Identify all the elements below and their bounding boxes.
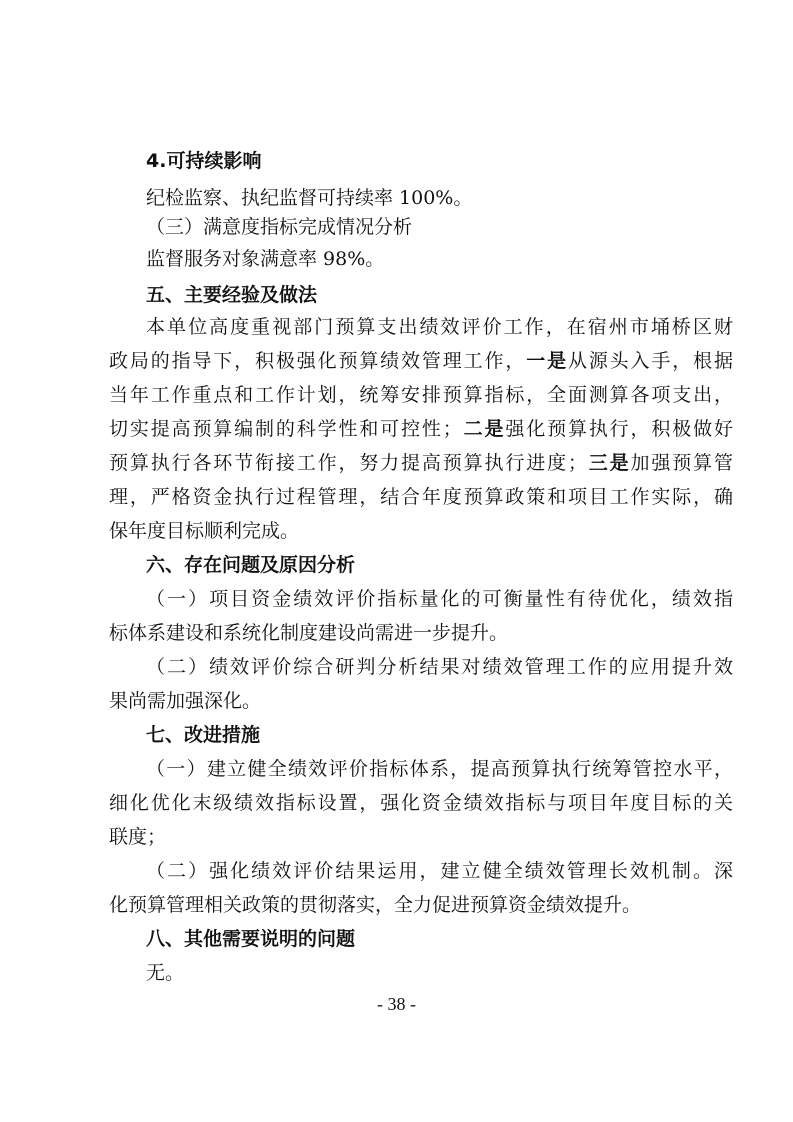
paragraph-line: 本单位高度重视部门预算支出绩效评价工作，在宿州市埇桥区财 [146, 316, 733, 338]
heading-sustainable-impact: 4.可持续影响 [146, 150, 262, 172]
heading-problems: 六、存在问题及原因分析 [146, 554, 356, 576]
paragraph-line: 保年度目标顺利完成。 [109, 520, 300, 542]
text-run: 从源头入手，根据 [567, 350, 733, 372]
heading-main-experience: 五、主要经验及做法 [146, 284, 318, 306]
text-run: 预算执行各环节衔接工作，努力提高预算执行进度； [109, 452, 587, 474]
page-number: - 38 - [377, 994, 416, 1014]
paragraph-line: 果尚需加强深化。 [109, 690, 262, 712]
paragraph-line [109, 348, 733, 374]
paragraph-line: （一）建立健全绩效评价指标体系，提高预算执行统筹管控水平， [146, 758, 733, 780]
paragraph-line: （一）项目资金绩效评价指标量化的可衡量性有待优化，绩效指 [146, 588, 733, 610]
text-run: 切实提高预算编制的科学性和可控性； [109, 418, 462, 440]
heading-satisfaction-analysis: （三）满意度指标完成情况分析 [146, 216, 413, 238]
paragraph-line: 化预算管理相关政策的贯彻落实，全力促进预算资金绩效提升。 [109, 894, 642, 916]
emphasis-third: 三是 [586, 452, 631, 474]
paragraph-line: 标体系建设和系统化制度建设尚需进一步提升。 [109, 622, 509, 644]
paragraph-sustainable-rate: 纪检监察、执纪监督可持续率 100%。 [146, 187, 473, 209]
heading-other-notes: 八、其他需要说明的问题 [146, 928, 356, 950]
emphasis-first: 一是 [526, 350, 568, 372]
paragraph-line: （二）绩效评价综合研判分析结果对绩效管理工作的应用提升效 [146, 656, 733, 678]
text-run: 政局的指导下，积极强化预算绩效管理工作， [109, 350, 527, 372]
emphasis-second: 二是 [461, 418, 506, 440]
paragraph-line: 联度； [109, 826, 167, 848]
paragraph-line: 当年工作重点和工作计划，统筹安排预算指标，全面测算各项支出， [109, 384, 733, 406]
paragraph-line [109, 450, 733, 476]
paragraph-line: 细化优化末级绩效指标设置，强化资金绩效指标与项目年度目标的关 [109, 792, 733, 814]
paragraph-line [109, 416, 733, 442]
text-run: 加强预算管 [630, 452, 733, 474]
paragraph-line: （二）强化绩效评价结果运用，建立健全绩效管理长效机制。深 [146, 860, 733, 882]
text-run: 强化预算执行，积极做好 [505, 418, 733, 440]
heading-improvement: 七、改进措施 [146, 724, 261, 746]
paragraph-satisfaction-rate: 监督服务对象满意率 98%。 [146, 248, 385, 270]
paragraph-line: 理，严格资金执行过程管理，结合年度预算政策和项目工作实际，确 [109, 486, 733, 508]
paragraph-none: 无。 [146, 962, 185, 984]
